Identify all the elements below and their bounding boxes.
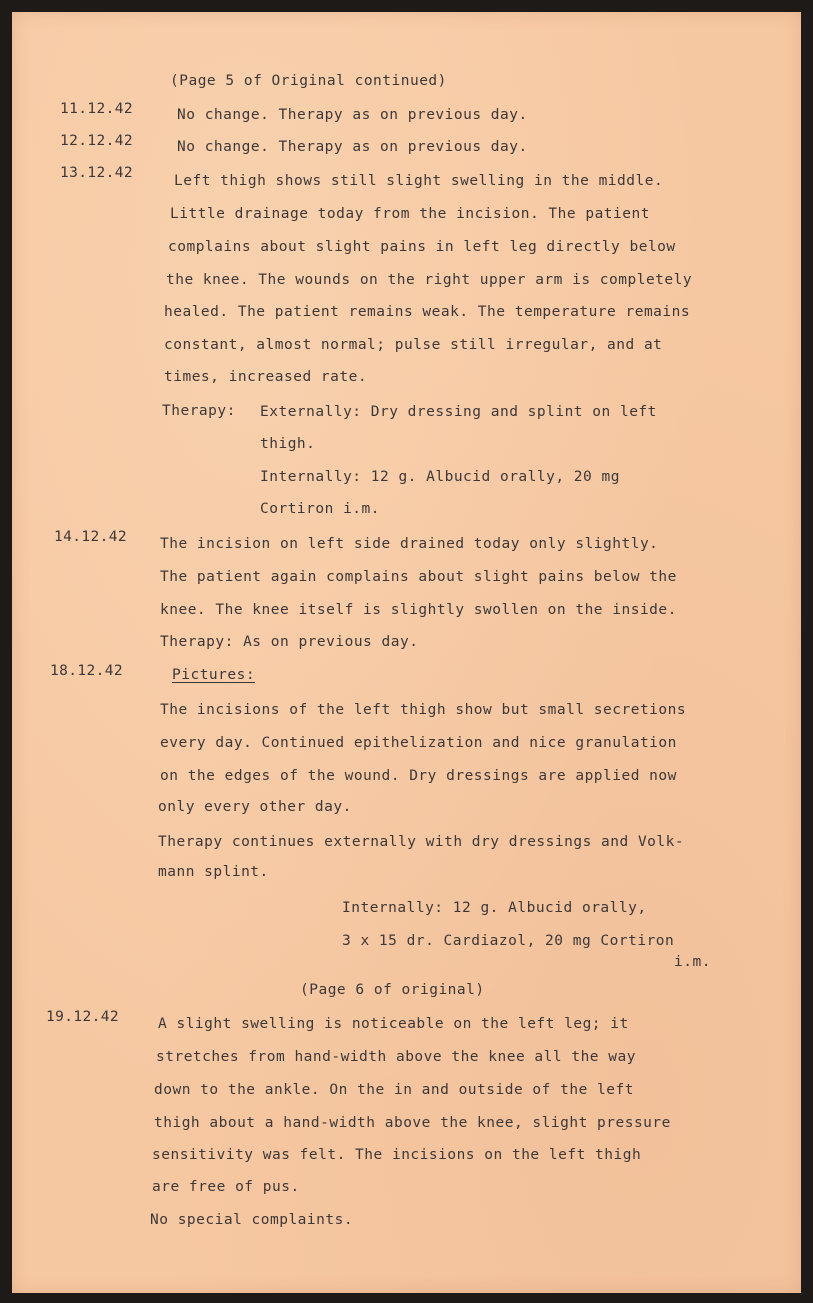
internal-dose-line-2: 3 x 15 dr. Cardiazol, 20 mg Cortiron [342, 933, 675, 949]
page-heading: (Page 5 of Original continued) [170, 73, 447, 89]
entry-date-14-12-42: 14.12.42 [54, 529, 128, 545]
therapy-internal-line-2: Cortiron i.m. [260, 501, 380, 517]
entry-18-12-42-line-5: Therapy continues externally with dry dressings and Volk- [158, 834, 685, 850]
entry-13-12-42-line-2: Little drainage today from the incision. The patient [170, 206, 650, 222]
entry-date-13-12-42: 13.12.42 [60, 165, 134, 181]
entry-11-12-42-line-1: No change. Therapy as on previous day. [177, 107, 528, 123]
entry-date-11-12-42: 11.12.42 [60, 101, 134, 117]
entry-19-12-42-line-4: thigh about a hand-width above the knee, slight pressure [154, 1115, 671, 1131]
entry-14-12-42-line-2: The patient again complains about slight pains below the [160, 569, 677, 585]
entry-19-12-42-line-2: stretches from hand-width above the knee all the way [156, 1049, 636, 1065]
entry-18-12-42-line-1: The incisions of the left thigh show but small secretions [160, 702, 687, 718]
entry-18-12-42-line-2: every day. Continued epithelization and nice granulation [160, 735, 677, 751]
entry-19-12-42-line-7: No special complaints. [150, 1212, 354, 1228]
entry-13-12-42-line-6: constant, almost normal; pulse still irregular, and at [164, 337, 663, 353]
entry-14-12-42-line-1: The incision on left side drained today only slightly. [160, 536, 659, 552]
entry-date-19-12-42: 19.12.42 [46, 1009, 120, 1025]
internal-dose-line-3: i.m. [674, 954, 711, 970]
document-page [12, 12, 801, 1293]
entry-19-12-42-line-1: A slight swelling is noticeable on the left leg; it [158, 1016, 629, 1032]
entry-13-12-42-line-4: the knee. The wounds on the right upper arm is completely [166, 272, 693, 288]
therapy-label: Therapy: [162, 403, 236, 419]
entry-13-12-42-line-5: healed. The patient remains weak. The temperature remains [164, 304, 691, 320]
entry-19-12-42-line-3: down to the ankle. On the in and outside of the left [154, 1082, 634, 1098]
entry-date-12-12-42: 12.12.42 [60, 133, 134, 149]
entry-date-18-12-42: 18.12.42 [50, 663, 124, 679]
pictures-heading: Pictures: [172, 667, 256, 683]
entry-12-12-42-line-1: No change. Therapy as on previous day. [177, 139, 528, 155]
internal-dose-line-1: Internally: 12 g. Albucid orally, [342, 900, 647, 916]
therapy-internal-line-1: Internally: 12 g. Albucid orally, 20 mg [260, 469, 620, 485]
entry-18-12-42-line-4: only every other day. [158, 799, 352, 815]
entry-14-12-42-line-4: Therapy: As on previous day. [160, 634, 419, 650]
entry-13-12-42-line-1: Left thigh shows still slight swelling in the middle. [174, 173, 664, 189]
entry-18-12-42-line-3: on the edges of the wound. Dry dressings are applied now [160, 768, 677, 784]
entry-19-12-42-line-6: are free of pus. [152, 1179, 300, 1195]
therapy-external-line-2: thigh. [260, 436, 316, 452]
entry-18-12-42-line-6: mann splint. [158, 864, 269, 880]
entry-14-12-42-line-3: knee. The knee itself is slightly swollen on the inside. [160, 602, 677, 618]
entry-19-12-42-line-5: sensitivity was felt. The incisions on the left thigh [152, 1147, 642, 1163]
entry-13-12-42-line-7: times, increased rate. [164, 369, 368, 385]
entry-13-12-42-line-3: complains about slight pains in left leg directly below [168, 239, 676, 255]
page-break-heading: (Page 6 of original) [300, 982, 485, 998]
therapy-external-line-1: Externally: Dry dressing and splint on left [260, 404, 657, 420]
